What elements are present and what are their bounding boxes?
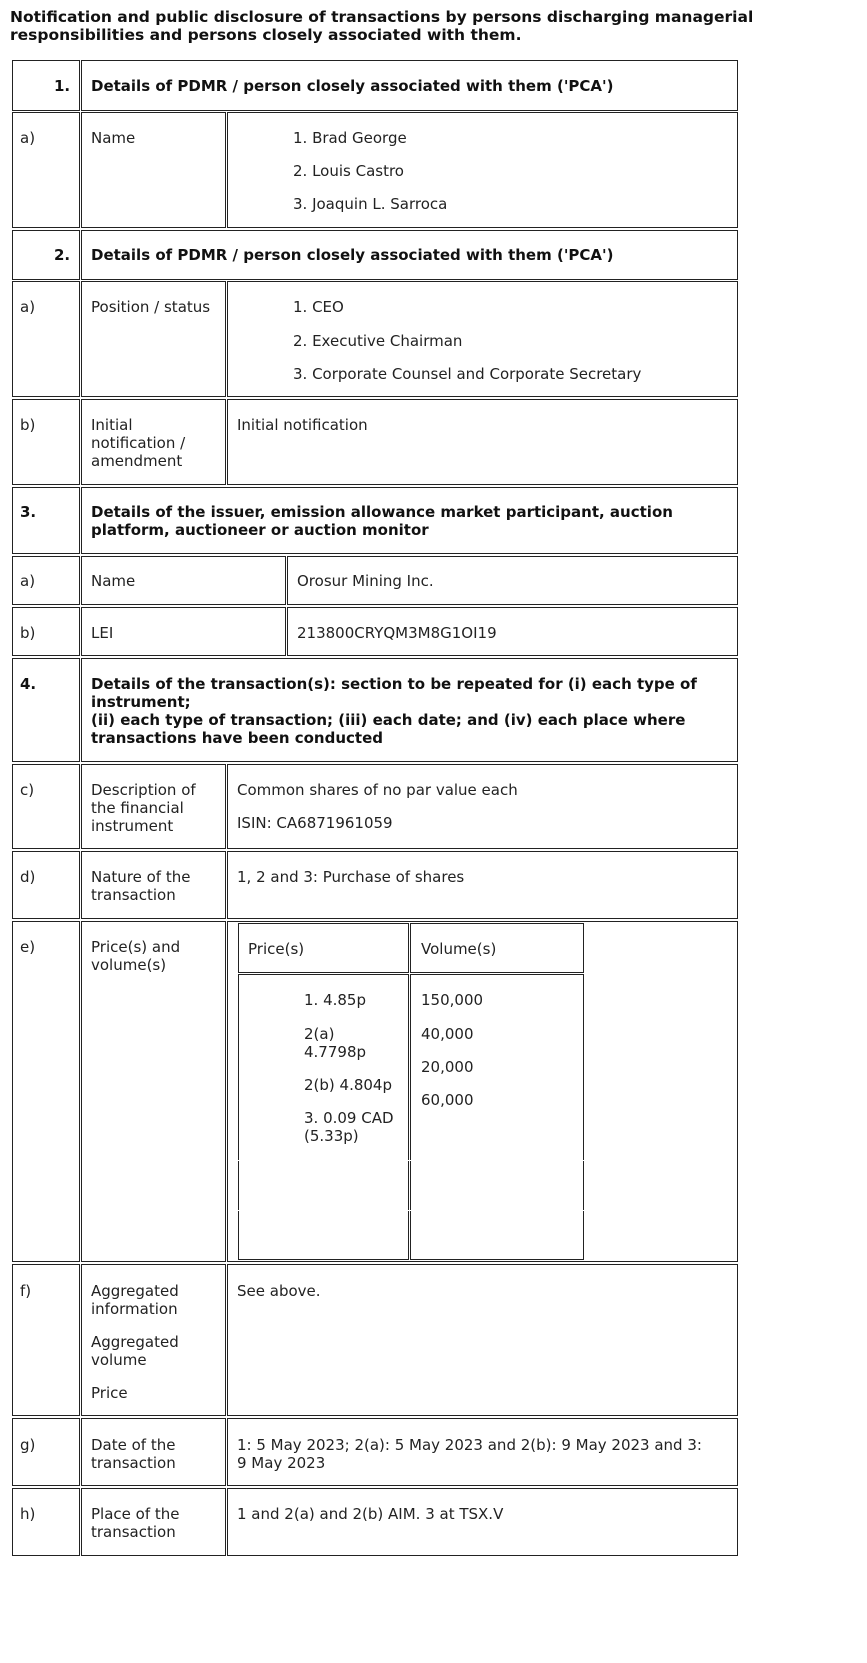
row-4c-letter: c) <box>20 781 35 799</box>
row-4g-label-line-2: transaction <box>91 1454 176 1472</box>
row-4f-letter: f) <box>20 1282 32 1300</box>
transaction-date-line-2: 9 May 2023 <box>237 1454 326 1472</box>
transaction-nature: 1, 2 and 3: Purchase of shares <box>237 868 465 886</box>
section-3-number: 3. <box>20 503 37 521</box>
section-1-number: 1. <box>54 77 71 95</box>
row-3a-label: Name <box>91 572 136 590</box>
volume-2a: 40,000 <box>421 1025 474 1043</box>
section-4-number-cell <box>12 658 80 762</box>
issuer-name: Orosur Mining Inc. <box>297 572 434 590</box>
row-2b-value: Initial notification <box>237 416 368 434</box>
section-4-heading-line-4: transactions have been conducted <box>91 729 383 747</box>
section-2-number: 2. <box>54 246 71 264</box>
section-4-number: 4. <box>20 675 37 693</box>
row-2a-label: Position / status <box>91 298 211 316</box>
instrument-description: Common shares of no par value each <box>237 781 518 799</box>
price-1: 1. 4.85p <box>304 991 366 1009</box>
row-4f-label-line-3: Aggregated <box>91 1333 179 1351</box>
row-4h-label-line-1: Place of the <box>91 1505 180 1523</box>
row-2b-letter: b) <box>20 416 36 434</box>
price-3-gbp: (5.33p) <box>304 1127 359 1145</box>
row-4h-letter: h) <box>20 1505 36 1523</box>
volume-empty-cell-2 <box>410 1211 584 1260</box>
section-1-heading: Details of PDMR / person closely associated with them ('PCA') <box>91 77 614 95</box>
row-4f-label-line-2: information <box>91 1300 178 1318</box>
row-4e-label-line-2: volume(s) <box>91 956 167 974</box>
price-header: Price(s) <box>248 940 305 958</box>
section-4-heading-line-1: Details of the transaction(s): section to be repeated for (i) each type of <box>91 675 697 693</box>
transaction-place: 1 and 2(a) and 2(b) AIM. 3 at TSX.V <box>237 1505 504 1523</box>
row-4g-label-line-1: Date of the <box>91 1436 176 1454</box>
position-3: 3. Corporate Counsel and Corporate Secretary <box>293 365 642 383</box>
volume-3: 60,000 <box>421 1091 474 1109</box>
row-3a-letter: a) <box>20 572 36 590</box>
row-2b-label-line-3: amendment <box>91 452 183 470</box>
row-4c-value-cell <box>227 764 738 849</box>
row-4c-label-line-2: the financial <box>91 799 184 817</box>
price-3: 3. 0.09 CAD <box>304 1109 394 1127</box>
pdmr-name-3: 3. Joaquin L. Sarroca <box>293 195 448 213</box>
isin-value: ISIN: CA6871961059 <box>237 814 393 832</box>
row-1a-label: Name <box>91 129 136 147</box>
row-4d-label-line-1: Nature of the <box>91 868 191 886</box>
row-1a-letter: a) <box>20 129 36 147</box>
row-4e-label-line-1: Price(s) and <box>91 938 181 956</box>
row-2b-letter-cell <box>12 399 80 485</box>
page-title: Notification and public disclosure of transactions by persons discharging managerial responsibilities and persons closely associated with them. <box>10 8 754 44</box>
volume-header: Volume(s) <box>421 940 497 958</box>
position-1: 1. CEO <box>293 298 344 316</box>
volume-empty-cell-1 <box>410 1161 584 1210</box>
row-4d-letter: d) <box>20 868 36 886</box>
row-2b-value-cell <box>227 399 738 485</box>
row-4c-label-line-3: instrument <box>91 817 174 835</box>
price-2b: 2(b) 4.804p <box>304 1076 393 1094</box>
row-4f-label-line-1: Aggregated <box>91 1282 179 1300</box>
position-2: 2. Executive Chairman <box>293 332 463 350</box>
section-2-heading: Details of PDMR / person closely associated with them ('PCA') <box>91 246 614 264</box>
price-empty-cell-1 <box>238 1161 409 1210</box>
price-2a-label: 2(a) <box>304 1025 335 1043</box>
section-3-heading-line-2: platform, auctioneer or auction monitor <box>91 521 429 539</box>
price-2a-value: 4.7798p <box>304 1043 367 1061</box>
row-4c-label-line-1: Description of <box>91 781 196 799</box>
pdmr-name-1: 1. Brad George <box>293 129 407 147</box>
row-4g-letter: g) <box>20 1436 36 1454</box>
row-4c-letter-cell <box>12 764 80 849</box>
row-4e-letter-cell <box>12 921 80 1262</box>
section-4-heading-line-2: instrument; <box>91 693 191 711</box>
transaction-date-line-1: 1: 5 May 2023; 2(a): 5 May 2023 and 2(b): 9 May 2023 and 3: <box>237 1436 702 1454</box>
row-4f-label-line-4: volume <box>91 1351 147 1369</box>
row-4e-letter: e) <box>20 938 36 956</box>
pdmr-name-2: 2. Louis Castro <box>293 162 404 180</box>
section-3-heading-line-1: Details of the issuer, emission allowance market participant, auction <box>91 503 673 521</box>
row-2b-label-line-1: Initial <box>91 416 133 434</box>
price-empty-cell-2 <box>238 1211 409 1260</box>
row-2a-letter: a) <box>20 298 36 316</box>
row-4f-label-line-5: Price <box>91 1384 128 1402</box>
row-3b-label: LEI <box>91 624 114 642</box>
volume-1: 150,000 <box>421 991 484 1009</box>
aggregated-value: See above. <box>237 1282 321 1300</box>
row-4h-label-line-2: transaction <box>91 1523 176 1541</box>
section-4-heading-line-3: (ii) each type of transaction; (iii) each date; and (iv) each place where <box>91 711 686 729</box>
volume-2b: 20,000 <box>421 1058 474 1076</box>
row-4d-label-line-2: transaction <box>91 886 176 904</box>
row-2b-label-line-2: notification / <box>91 434 186 452</box>
row-3b-letter: b) <box>20 624 36 642</box>
lei-value: 213800CRYQM3M8G1OI19 <box>297 624 497 642</box>
